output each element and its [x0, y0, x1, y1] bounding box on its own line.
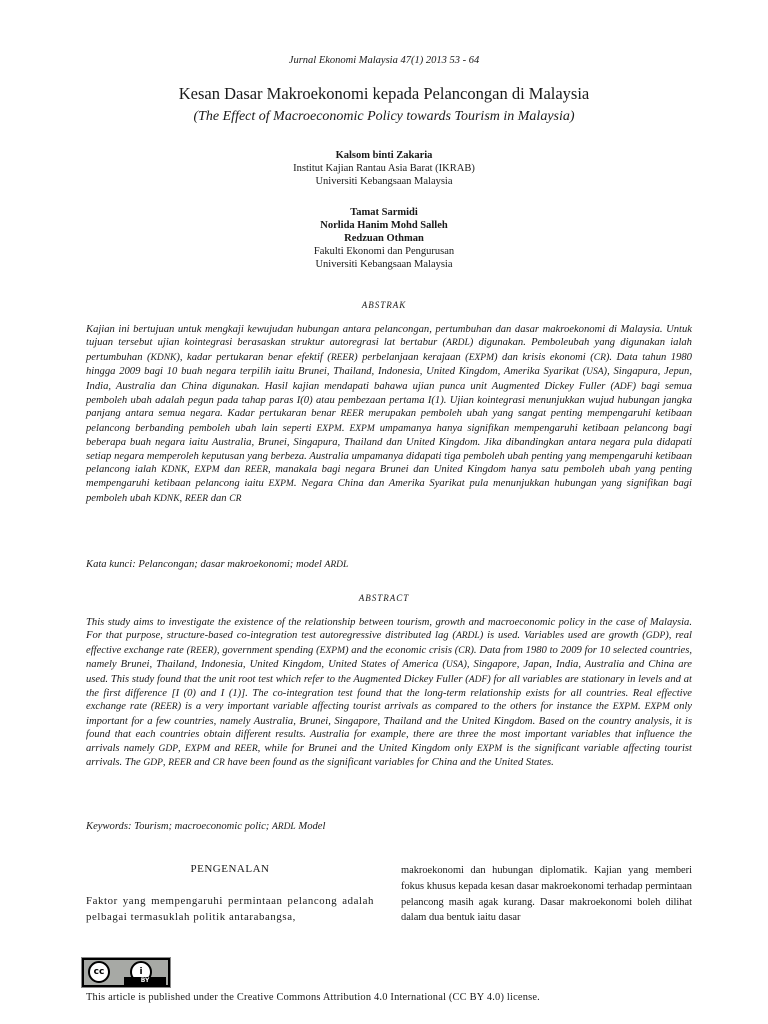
author-affiliation: Fakulti Ekonomi dan Pengurusan [313, 246, 455, 258]
abstrak-heading: ABSTRAK [361, 300, 407, 310]
creative-commons-icon: cc [88, 961, 110, 983]
author-name: Kalsom binti Zakaria [335, 150, 433, 161]
intro-text-right: makroekonomi dan hubungan diplomatik. Kajian yang memberi fokus khusus kepada kesan dasar makroekonomi terhadap permintaan pelancong masih agak kurang. Dasar makroekonomi boleh dilihat dalam dua bentuk iaitu dasar [401, 865, 692, 924]
author-name: Redzuan Othman [344, 233, 424, 245]
abstrak-keywords: Kata kunci: Pelancongan; dasar makroekonomi; model ARDL [86, 559, 349, 570]
author-affiliation: Universiti Kebangsaan Malaysia [315, 259, 453, 271]
article-title: Kesan Dasar Makroekonomi kepada Pelancongan di Malaysia [178, 84, 590, 103]
intro-left-column [86, 863, 374, 925]
abstract-heading: ABSTRACT [358, 593, 410, 603]
intro-right-column [401, 863, 692, 926]
article-subtitle: (The Effect of Macroeconomic Policy towards Tourism in Malaysia) [193, 109, 575, 124]
author-affiliation: Institut Kajian Rantau Asia Barat (IKRAB) [293, 163, 475, 175]
section-heading: PENGENALAN [190, 863, 270, 875]
author-affiliation: Universiti Kebangsaan Malaysia [315, 176, 453, 188]
cc-by-license-badge[interactable] [81, 957, 171, 988]
author-block [0, 149, 768, 272]
abstrak-text: Kajian ini bertujuan untuk mengkaji kewujudan hubungan antara pelancongan, pertumbuhan dan dasar makroekonomi di Malaysia. Untuk tujuan tersebut ujian kointegrasi berasaskan struktur autoregrasi lat bertabur (ARDL) digunakan. Pemboleubah yang digunakan ialah pertumbuhan (KDNK), kadar pertukaran benar efektif (REER) perbelanjaan kerajaan (EXPM) dan krisis ekonomi (CR). Data tahun 1980 hingga 2009 bagi 10 buah negara terpilih iaitu Brunei, Thailand, Indonesia, United Kingdom, Amerika Syarikat (USA), Singapura, Jepun, India, Australia dan China digunakan. Hasil kajian mendapati bahawa ujian punca unit Augmented Dickey Fuller (ADF) bagi semua pemboleh ubah adalah pegun pada tahap paras I(0) atau pembezaan pertama I(1). Ujian kointegrasi menunjukkan wujud hubungan jangka panjang antara semua negara. Kadar pertukaran benar REER merupakan pemboleh ubah yang sangat penting mempengaruhi ketibaan pelancong berbanding pemboleh ubah lain seperti EXPM. EXPM umpamanya hanya signifikan mempengaruhi ketibaan pelancong bagi beberapa buah negara iaitu Australia, Brunei, Singapura, Thailand dan United Kingdom. Jika dibandingkan antara negara pula didapati setiap negara memperoleh keputusan yang berbeza. Australia umpamanya didapati tiga pemboleh ubah penting yang mempengaruhi ketibaan pelancong ialah KDNK, EXPM dan REER, manakala bagi negara Brunei dan United Kingdom hanya satu pemboleh ubah yang penting mempengaruhi ketibaan pelancong iaitu EXPM. Negara China dan Amerika Syarikat pula menunjukkan hubungan yang signifikan bagi pemboleh ubah KDNK, REER dan CR [86, 324, 693, 504]
journal-citation: Jurnal Ekonomi Malaysia 47(1) 2013 53 - 64 [288, 55, 480, 66]
abstract-text: This study aims to investigate the existence of the relationship between tourism, growth and macroeconomic policy in the case of Malaysia. For that purpose, structure-based co-integration test autoregressive distributed lag (ARDL) is used. Variables used are growth (GDP), real effective exchange rate (REER), government spending (EXPM) and the economic crisis (CR). Data from 1980 to 2009 for 10 selected countries, namely Brunei, Thailand, Indonesia, United Kingdom, United States of America (USA), Singapore, Japan, India, Australia and China are used. This study found that the unit root test which refer to the Augmented Dickey Fuller (ADF) for all variables are stationary in levels and at the first difference [I (0) and I (1)]. The co-integration test found that the long-term relationship exists for all countries. Real effective exchange rate (REER) is a very important variable affecting tourist arrivals as compared to the others for instance the EXPM. EXPM only important for a few countries, namely Australia, Brunei, Singapore, Thailand and the United Kingdom. Based on the country analysis, it is found that each countries obtain different results. Australia for example, there are three the most important variables that influence the arrivals namely GDP, EXPM and REER, while for Brunei and the United Kingdom only EXPM is the significant variable affecting tourist arrivals. The GDP, REER and CR have been found as the significant variables for China and the United States. [86, 617, 693, 769]
by-label: BY [124, 977, 166, 985]
author-name: Tamat Sarmidi [350, 206, 418, 218]
license-statement: This article is published under the Creative Commons Attribution 4.0 International (CC BY 4.0) license. [86, 992, 540, 1003]
abstract-keywords: Keywords: Tourism; macroeconomic polic; ARDL Model [86, 821, 326, 832]
attribution-person-icon: i [130, 961, 152, 983]
intro-text-left: Faktor yang mempengaruhi permintaan pelancong adalah pelbagai termasuklah politik antarabangsa, [86, 895, 374, 923]
author-name: Norlida Hanim Mohd Salleh [320, 219, 448, 231]
